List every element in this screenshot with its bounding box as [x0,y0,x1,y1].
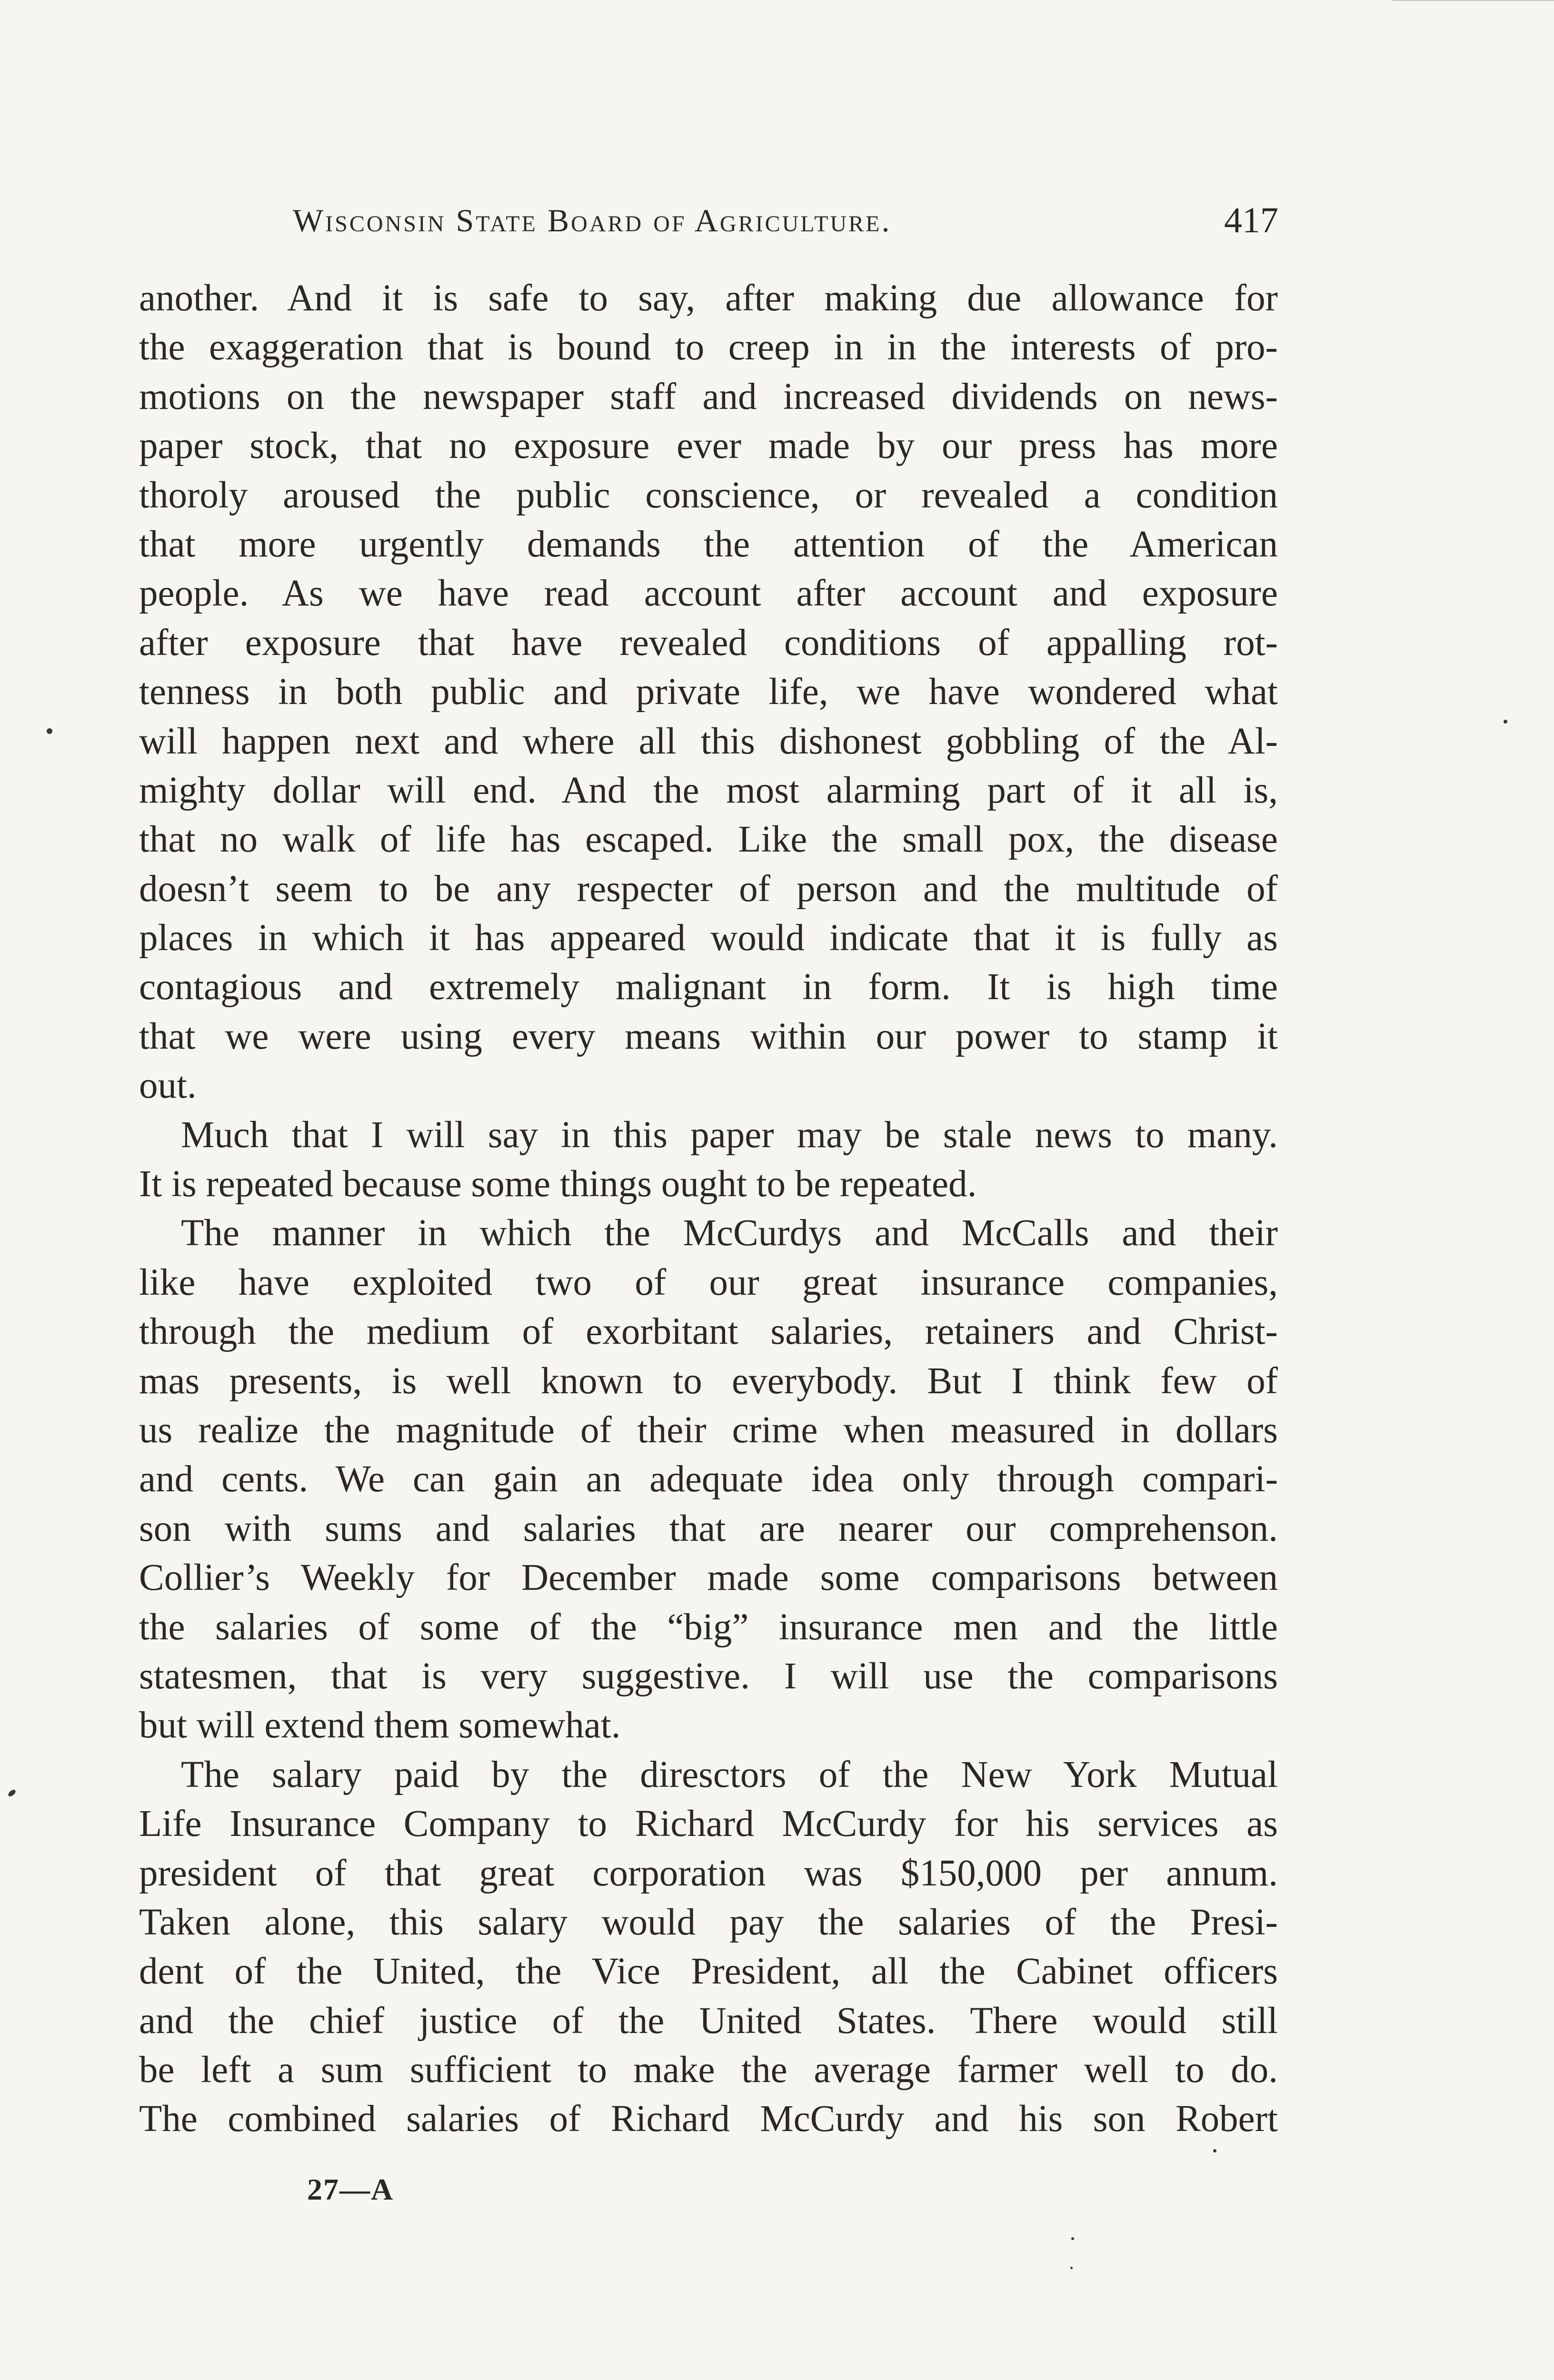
top-edge-rule [1392,0,1554,1]
text-line: Taken alone, this salary would pay the salaries of the Presi- [139,1901,1278,1943]
text-line: dent of the United, the Vice President, all the Cabinet officers [139,1951,1278,1993]
text-line: that no walk of life has escaped. Like the small pox, the disease [139,819,1278,861]
running-head: Wisconsin State Board of Agriculture. [293,202,892,238]
text-line: us realize the magnitude of their crime when measured in dollars [139,1409,1278,1451]
text-line: the salaries of some of the “big” insurance men and the little [139,1606,1278,1648]
margin-speck [1071,2237,1074,2240]
body-text [139,274,1278,2144]
text-line: people. As we have read account after account and exposure [139,573,1278,615]
text-line: that we were using every means within our power to stamp it [139,1015,1278,1057]
text-line: mighty dollar will end. And the most alarming part of it all is, [139,769,1278,811]
text-line: through the medium of exorbitant salaries, retainers and Christ- [139,1311,1278,1353]
paragraph-start-line: Much that I will say in this paper may be stale news to many. [181,1114,1278,1156]
text-line: the exaggeration that is bound to creep in in the interests of pro- [139,327,1278,368]
text-line: president of that great corporation was $150,000 per annum. [139,1852,1278,1894]
margin-speck [1213,2149,1216,2152]
margin-speck [47,728,52,734]
margin-speck [1070,2267,1073,2269]
text-line: Collier’s Weekly for December made some comparisons between [139,1557,1278,1599]
text-line: another. And it is safe to say, after making due allowance for [139,278,1278,319]
text-line: son with sums and salaries that are nearer our comprehenson. [139,1507,1278,1549]
text-line: and cents. We can gain an adequate idea only through compari- [139,1458,1278,1500]
text-line: mas presents, is well known to everybody. But I think few of [139,1360,1278,1402]
signature-mark: 27—A [307,2172,394,2206]
text-line: contagious and extremely malignant in form. It is high time [139,966,1278,1008]
page-number: 417 [1224,200,1278,240]
paragraph-end-line: but will extend them somewhat. [139,1705,621,1746]
paragraph-end-line: out. [139,1065,197,1107]
text-line: be left a sum sufficient to make the average farmer well to do. [139,2049,1278,2091]
text-line: paper stock, that no exposure ever made by our press has more [139,425,1278,467]
paragraph-start-line: The salary paid by the diresctors of the New York Mutual [181,1754,1278,1795]
text-line: statesmen, that is very suggestive. I will use the comparisons [139,1655,1278,1697]
text-line: The combined salaries of Richard McCurdy and his son Robert [139,2098,1278,2140]
margin-speck [1504,720,1507,724]
paragraph-end-line: It is repeated because some things ought to be repeated. [139,1163,977,1205]
text-line: tenness in both public and private life, we have wondered what [139,671,1278,713]
text-line: that more urgently demands the attention of the American [139,523,1278,565]
page-header [293,194,1278,247]
text-line: places in which it has appeared would indicate that it is fully as [139,917,1278,959]
text-line: motions on the newspaper staff and increased dividends on news- [139,376,1278,417]
text-line: doesn’t seem to be any respecter of person and the multitude of [139,868,1278,910]
text-line: like have exploited two of our great insurance companies, [139,1261,1278,1303]
margin-speck [7,1788,17,1797]
text-line: will happen next and where all this dishonest gobbling of the Al- [139,720,1278,762]
text-line: and the chief justice of the United States. There would still [139,2000,1278,2042]
text-line: thoroly aroused the public conscience, or revealed a condition [139,474,1278,516]
paragraph-start-line: The manner in which the McCurdys and McCalls and their [181,1212,1278,1254]
text-line: after exposure that have revealed conditions of appalling rot- [139,622,1278,664]
text-line: Life Insurance Company to Richard McCurdy for his services as [139,1803,1278,1845]
